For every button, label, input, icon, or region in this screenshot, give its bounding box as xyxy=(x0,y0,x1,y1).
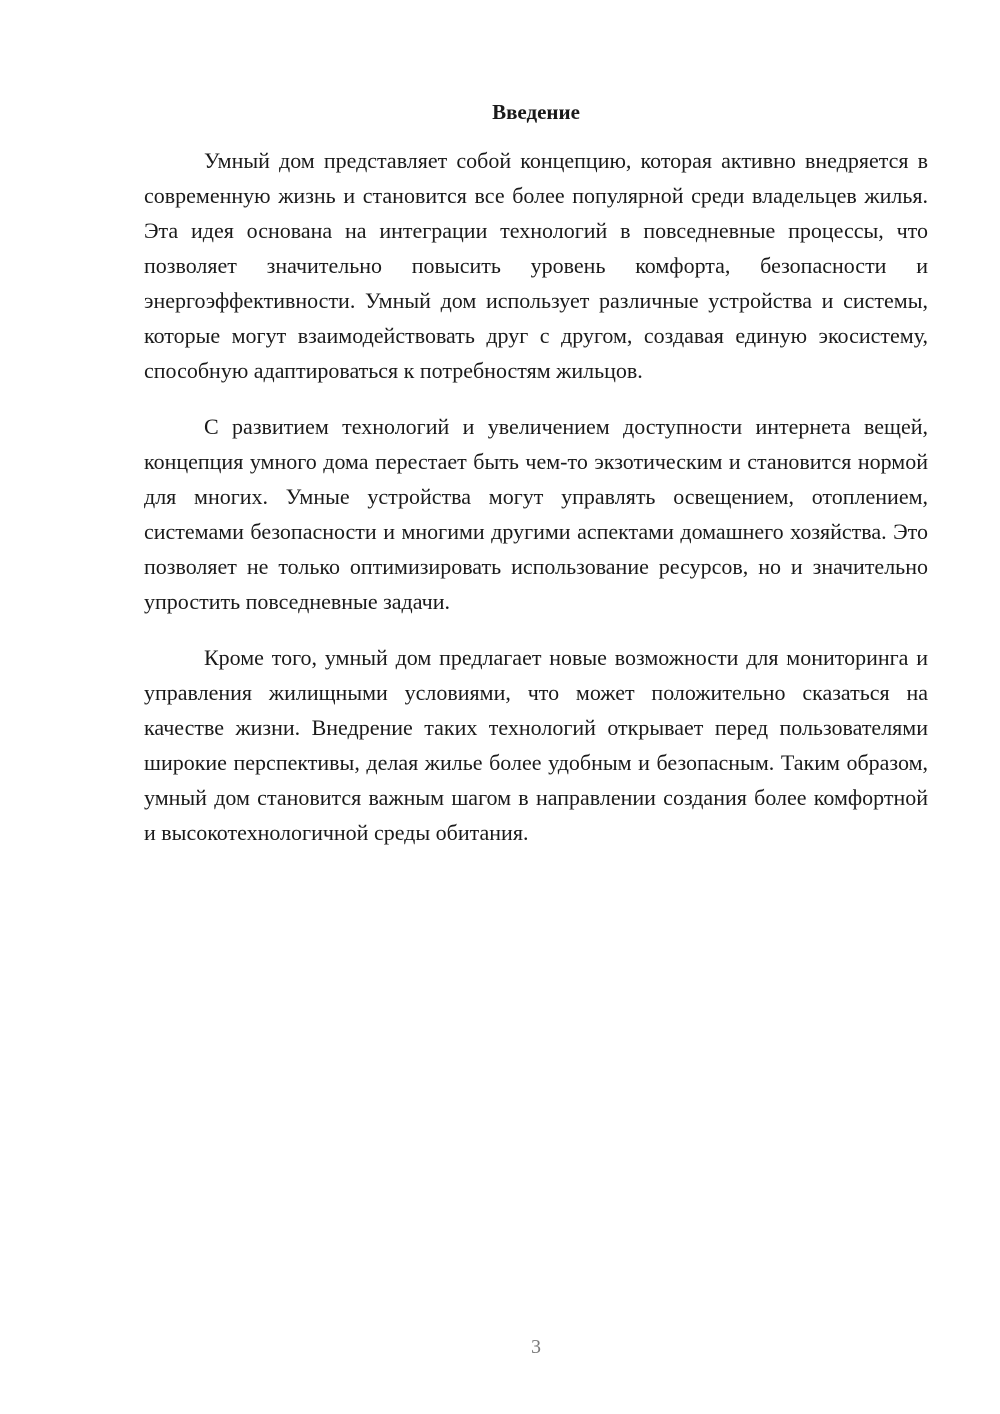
page-number: 3 xyxy=(531,1336,541,1358)
body-text xyxy=(144,143,928,871)
paragraph-1: Умный дом представляет собой концепцию, которая активно внедряется в современную жизнь и становится все более популярной среди владельцев жилья. Эта идея основана на интеграции технологий в повседневные процессы, что позволяет значительно повысить уровень комфорта, безопасности и энергоэффективности. Умный дом использует различные устройства и системы, которые могут взаимодействовать друг с другом, создавая единую экосистему, способную адаптироваться к потребностям жильцов. xyxy=(144,148,928,383)
paragraph-2: С развитием технологий и увеличением доступности интернета вещей, концепция умного дома перестает быть чем-то экзотическим и становится нормой для многих. Умные устройства могут управлять освещением, отоплением, системами безопасности и многими другими аспектами домашнего хозяйства. Это позволяет не только оптимизировать использование ресурсов, но и значительно упростить повседневные задачи. xyxy=(144,414,928,614)
section-heading: Введение xyxy=(492,100,580,124)
paragraph-3: Кроме того, умный дом предлагает новые возможности для мониторинга и управления жилищными условиями, что может положительно сказаться на качестве жизни. Внедрение таких технологий открывает перед пользователями широкие перспективы, делая жилье более удобным и безопасным. Таким образом, умный дом становится важным шагом в направлении создания более комфортной и высокотехнологичной среды обитания. xyxy=(144,645,928,845)
